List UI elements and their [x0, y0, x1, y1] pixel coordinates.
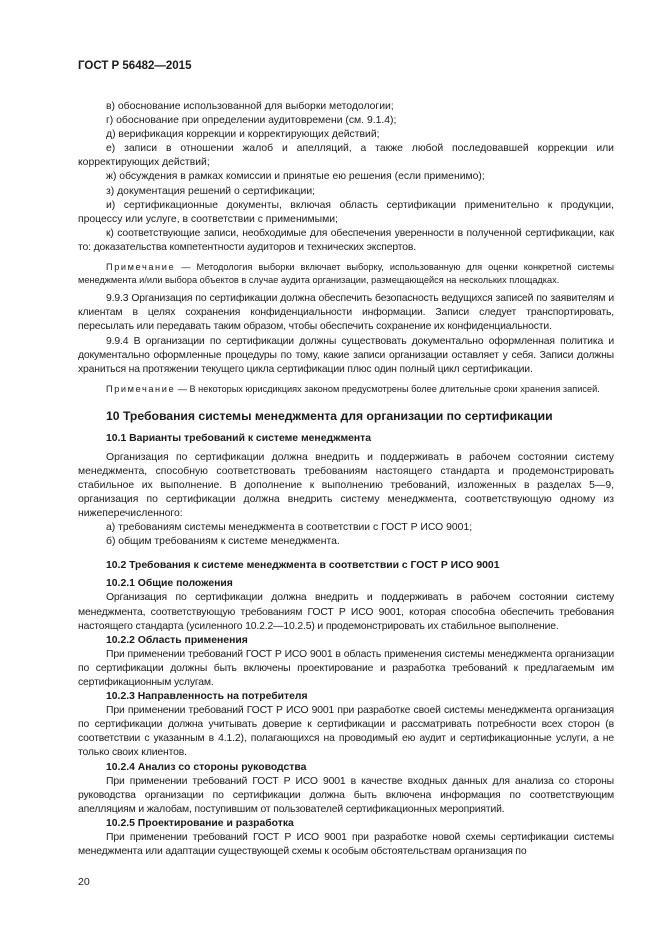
list-item: г) обоснование при определении аудитовремени (см. 9.1.4);	[106, 115, 397, 127]
paragraph: При применении требований ГОСТ Р ИСО 9001 при разработке своей системы менеджмента организация по сертификации должна учитывать доверие к сертификации и рассматривать потребности всех сторон (в соответствии с указанным в 4.1.2), полагающихся на проводимый ею аудит и сертификационные услуги, а не только своих клиентов.	[78, 705, 614, 759]
list-item: д) верификация коррекции и корректирующих действий;	[106, 129, 380, 141]
paragraph: Организация по сертификации должна внедрить и поддерживать в рабочем состоянии систему менеджмента, способную соответствовать требованиям настоящего стандарта и продемонстрировать стабильное их выполнение. В дополнение к выполнению требований, изложенных в разделах 5—9, организация по сертификации должна внедрить систему менеджмента, соответствующую одному из нижеперечисленного:	[78, 451, 614, 519]
note-text: — В некоторых юрисдикциях законом предусмотрены более длительные сроки хранения записей.	[177, 383, 600, 394]
clause-title: 10.2.4 Анализ со стороны руководства	[106, 761, 307, 773]
clause-title: 10.2.5 Проектирование и разработка	[106, 817, 294, 829]
document-header: ГОСТ Р 56482—2015	[78, 60, 192, 72]
paragraph: При применении требований ГОСТ Р ИСО 9001 в качестве входных данных для анализа со стороны руководства организации по сертификации должна быть включена информация по соответствующим апелляциям и жалобам, поступившим от пользователей сертификационных мероприятий.	[78, 775, 614, 815]
list-item: в) обоснование использованной для выборки методологии;	[106, 101, 394, 112]
list-item: е) записи в отношении жалоб и апелляций, а также любой последовавшей коррекции или корректирующих действий;	[78, 143, 614, 169]
list-item: б) общим требованиям к системе менеджмента.	[106, 536, 340, 548]
document-body	[78, 100, 614, 859]
list-item: и) сертификационные документы, включая область сертификации применительно к продукции, процессу или услуге, в соответствии с применимыми;	[78, 199, 614, 225]
list-item: ж) обсуждения в рамках комиссии и принятые ею решения (если применимо);	[106, 171, 485, 183]
paragraph-994: 9.9.4 В организации по сертификации должны существовать документально оформленная политика и документально оформленные процедуры по тому, какие записи организации оставляет у себя. Записи должны храниться на протяжении текущего цикла сертификации плюс один полный цикл сертификации.	[78, 335, 614, 375]
clause-title: 10.2.2 Область применения	[106, 634, 248, 646]
page-number: 20	[78, 876, 90, 888]
section-title: 10 Требования системы менеджмента для организации по сертификации	[106, 409, 553, 424]
paragraph: При применении требований ГОСТ Р ИСО 9001 в область применения системы менеджмента организации по сертификации должны быть включены проектирование и разработка требований к предлагаемым им сертификационным услугам.	[78, 648, 614, 688]
clause-title: 10.2.3 Направленность на потребителя	[106, 691, 308, 703]
note-text: — Методология выборки включает выборку, использованную для оценки конкретной системы менеджмента и/или выбора объектов в случае аудита организации, размещающейся на нескольких площадках.	[78, 262, 614, 285]
note	[78, 383, 614, 396]
subsection-title: 10.2 Требования к системе менеджмента в соответствии с ГОСТ Р ИСО 9001	[106, 560, 500, 572]
note	[78, 261, 614, 286]
list-item: к) соответствующие записи, необходимые для обеспечения уверенности в полученной сертификации, как то: доказательства компетентности аудиторов и технических экспертов.	[78, 227, 614, 253]
paragraph: Организация по сертификации должна внедрить и поддерживать в рабочем состоянии систему менеджмента, соответствующую требованиям ГОСТ Р ИСО 9001, которая способна обеспечить требования настоящего стандарта (усиленного 10.2.2—10.2.5) и продемонстрировать их стабильное выполнение.	[78, 592, 614, 632]
subsection-title: 10.1 Варианты требований к системе менеджмента	[106, 433, 372, 445]
note-label: Примечание	[106, 262, 176, 273]
paragraph: При применении требований ГОСТ Р ИСО 9001 при разработке новой схемы сертификации системы менеджмента или адаптации существующей схемы к особым обстоятельствам организация по	[78, 832, 614, 858]
list-item: з) документация решений о сертификации;	[106, 185, 316, 197]
paragraph-993: 9.9.3 Организация по сертификации должна обеспечить безопасность ведущихся записей по заявителям и клиентам в целях сохранения конфиденциальности информации. Записи следует транспортировать, пересылать или передавать таким образом, чтобы обеспечить сохранение их конфиденциальности.	[78, 293, 614, 333]
list-item: а) требованиям системы менеджмента в соответствии с ГОСТ Р ИСО 9001;	[106, 522, 473, 534]
note-label: Примечание	[106, 383, 176, 394]
clause-title: 10.2.1 Общие положения	[106, 578, 233, 590]
